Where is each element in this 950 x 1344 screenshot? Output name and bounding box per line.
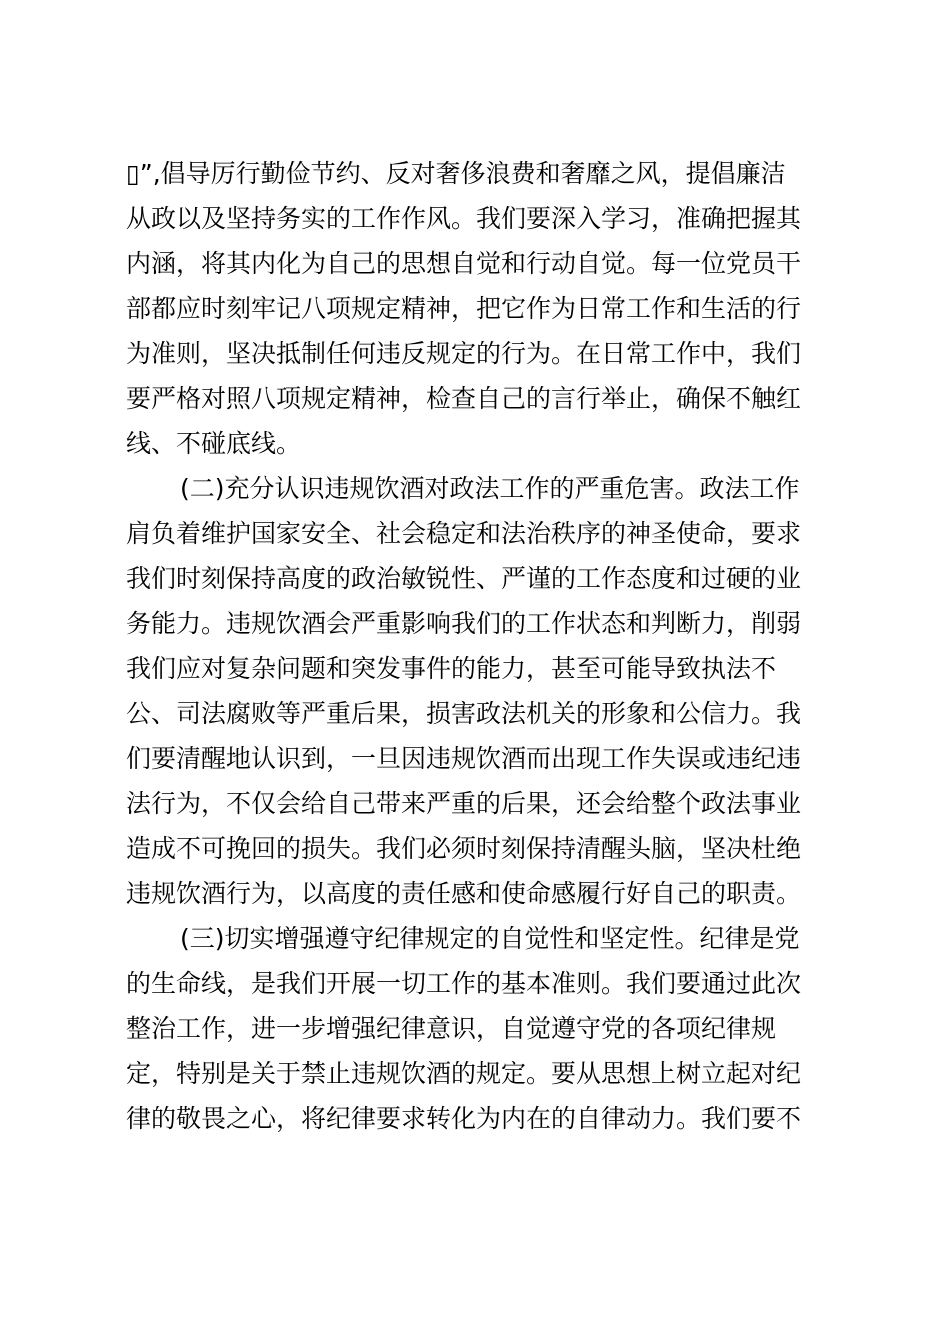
body-text <box>126 151 826 1141</box>
text-line-22: 律的敬畏之心，将纪律要求转化为内在的自律动力。我们要不 <box>126 1104 802 1133</box>
text-line-11: 务能力。违规饮酒会严重影响我们的工作状态和判断力，削弱 <box>126 609 802 638</box>
text-line-16: 造成不可挽回的损失。我们必须时刻保持清醒头脑，坚决杜绝 <box>126 834 802 863</box>
text-line-20: 整治工作，进一步增强纪律意识，自觉遵守党的各项纪律规 <box>126 1014 777 1043</box>
text-line-13: 公、司法腐败等严重后果，损害政法机关的形象和公信力。我 <box>126 699 802 728</box>
text-line-9: 肩负着维护国家安全、社会稳定和法治秩序的神圣使命，要求 <box>126 519 802 548</box>
text-line-17: 违规饮酒行为，以高度的责任感和使命感履行好自己的职责。 <box>126 879 802 908</box>
section-heading-3: (三)切实增强遵守纪律规定的自觉性和坚定性。纪律是党 <box>180 924 800 953</box>
text-line-15: 法行为，不仅会给自己带来严重的后果，还会给整个政法事业 <box>126 789 802 818</box>
text-line-4: 部都应时刻牢记八项规定精神，把它作为日常工作和生活的行 <box>126 294 802 323</box>
text-line-1: ▯”,倡导厉行勤俭节约、反对奢侈浪费和奢靡之风，提倡廉洁 <box>126 159 786 188</box>
text-line-3: 内涵，将其内化为自己的思想自觉和行动自觉。每一位党员干 <box>126 249 802 278</box>
text-line-10: 我们时刻保持高度的政治敏锐性、严谨的工作态度和过硬的业 <box>126 564 802 593</box>
text-line-14: 们要清醒地认识到，一旦因违规饮酒而出现工作失误或违纪违 <box>126 744 802 773</box>
text-line-12: 我们应对复杂问题和突发事件的能力，甚至可能导致执法不 <box>126 654 777 683</box>
text-line-21: 定，特别是关于禁止违规饮酒的规定。要从思想上树立起对纪 <box>126 1059 802 1088</box>
text-line-7: 线、不碰底线。 <box>126 429 302 458</box>
section-heading-2: (二)充分认识违规饮酒对政法工作的严重危害。政法工作 <box>180 474 800 503</box>
text-line-5: 为准则，坚决抵制任何违反规定的行为。在日常工作中，我们 <box>126 339 802 368</box>
text-line-19: 的生命线，是我们开展一切工作的基本准则。我们要通过此次 <box>126 969 802 998</box>
text-line-6: 要严格对照八项规定精神，检查自己的言行举止，确保不触红 <box>126 384 802 413</box>
text-line-2: 从政以及坚持务实的工作作风。我们要深入学习，准确把握其 <box>126 204 802 233</box>
